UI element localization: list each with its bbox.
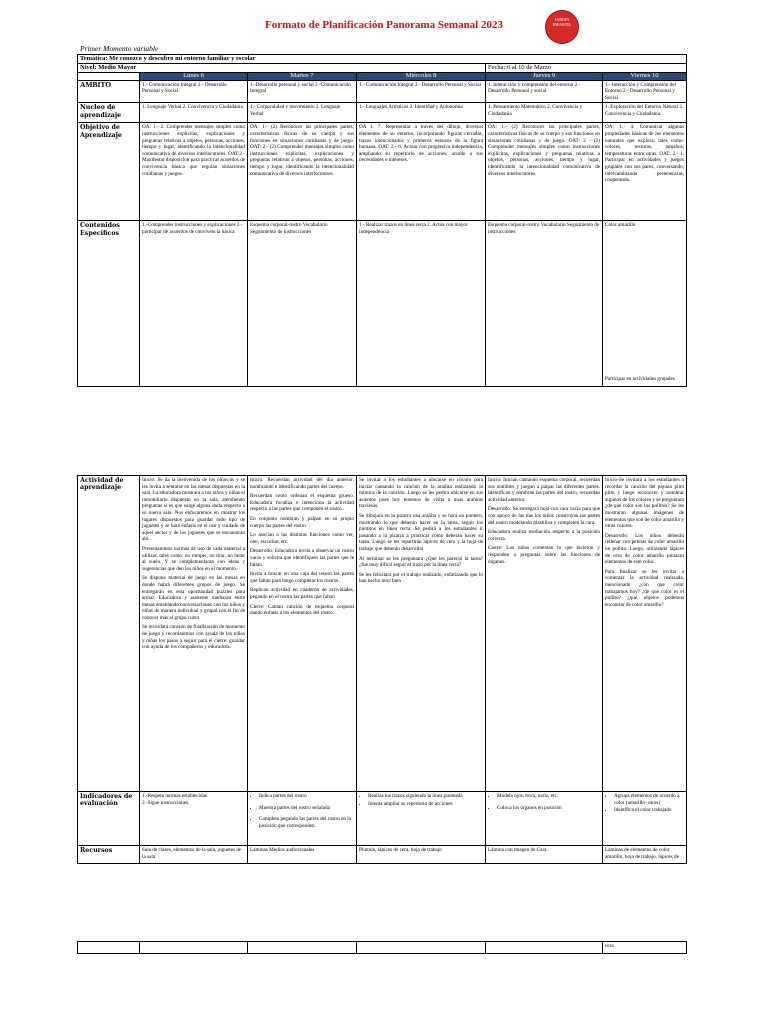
logo-text: JARDIN INFANTIL [552,17,572,27]
indicadores-row [78,792,687,846]
indicador-list [359,793,483,807]
actividad-paragraph: Inicio: Se da la bienvenida de los niños/as y se les invita a sentarse en las mesas dispuestas en la sala. La educadora mostrara a los niños y niñas el inmobiliario dispuesto en la sala, atendiendo preguntas si es que surge alguna duda respecto a su nueva sala. Nos enfocaremos en mostrar los lugares dispuestos para guardar todo tipo de juguetes y se hará énfasis en el uso y cuidado de aquel sector y de los juguetes que se encuentran ahí. [142,477,245,543]
actividad-cell-wednesday [357,476,486,792]
indicador-item: 2.-Sigue instrucciones. [142,799,190,806]
row-label-objetivo: Objetivo de Aprendizaje [78,123,140,221]
recursos-continuation-row [78,942,687,954]
actividad-paragraph: En conjunto nombran y palpan en su propio cuerpo las partes del rostro. [250,515,354,529]
actividad-paragraph: Se dispone material de juego en las mesas en donde habrá diferentes grupos de juego. Se entregarán en esta oportunidad puzzles para armar. Educadora y asistente mediaran entre mesas entablando conversaciones con los niños y niñas de manera individual y grupal con el fin de conocer más al grupo curso [142,575,245,621]
empty-cell [486,942,603,954]
indicador-list [605,793,684,814]
contenidos-row [78,221,687,387]
actividad-paragraph: Invita a buscar en una caja del tesoro las partes que faltan para luego completar los rostros. [250,571,354,584]
actividad-cell-tuesday [248,476,357,792]
contenidos-cell: 1.- Realizar trazos en línea recta 2. Actúa con mayor independencia [357,221,486,387]
recursos-cell: Lámina con imagen de Cara. [486,846,603,864]
planning-table-bottom [77,475,687,864]
recursos-extra-cell: cera [603,942,687,954]
indicadores-cell [140,792,248,846]
row-label-recursos: Recursos [78,846,140,864]
actividad-paragraph: Desarrollo: Educadora invita a observar un rostro vacío y solicita que identifiquen las partes que le faltan. [250,548,354,568]
objetivo-cell: OA: 1.- 4. Comunicar algunas propiedades básicas de los elementos naturales que explora, tales como: colores, texturas, tamaños, temperaturas entre otras. OAT: 2.- 1. Participar en actividades y juegos grupales con sus pares, conversando, intercambiando pertenencias, cooperando. [603,123,687,221]
planning-table-top [77,54,687,387]
day-tuesday: Martes 7 [248,73,357,81]
ambito-cell: 1.- Comunicación Integral 2.- Desarrollo Personal y Social [140,80,248,103]
actividad-paragraph: Presentaremos normas de uso de cada material a utilizar, tales como, no romper, no tirar, no botar al suelo. Y se complementaran con ideas y sugerencias que den los niños en el momento. [142,545,245,572]
actividad-paragraph: Cierre: Cantan canción de esquema corporal dando énfasis a los elementos del rostro. [250,603,354,617]
actividad-cell-friday [603,476,687,792]
nucleo-cell: 1. Lenguaje Verbal 2. Convivencia y Ciudadanía [140,103,248,123]
ambito-cell: 1.- Comunicación Integral 2.- Desarrollo Personal y Social [357,80,486,103]
nucleo-row [78,103,687,123]
actividad-paragraph: Se dibujará en la pizarra una arañita y se hará un puntero, mostrando lo que deberán hacer en la tarea, seguir los puntitos en línea recta. Se pedirá a los estudiantes ir pasando a la pizarra a practicar como deberán hacer su tarea. Luego se les repartirán lápices de cera y la hoja de trabajo que deberán desarrollar [359,512,483,552]
objetivo-cell: OA: 1.- 2. Comprender mensajes simples como instrucciones explícitas, explicaciones y preguntas relativas a objetos, personas, acciones, tiempo y lugar, identificando la intencionalidad comunicativa de diversos interlocutores. OAT:2.- Manifestar disposición para practicar acuerdos de convivencia básica que regulan situaciones cotidianas y juegos. [140,123,248,221]
empty-cell [78,942,140,954]
indicador-list [488,793,600,811]
school-logo [545,10,579,44]
actividad-paragraph: Se invitar a los estudiantes a ubicarse en círculo para iniciar cantando la canción de la arañita realizando la mímica de la canción. Luego se les pedirá ubicarse en sus asientos pues hoy tenemos de visita a unas arañitas traviesas. [359,477,483,510]
actividad-paragraph: Educadora realiza mediación respecto a la posición correcta. [488,529,600,542]
actividad-paragraph: Inicio-Se invitará a los estudiantes a recordar la canción del payaso plim plim y luego reconocer y nombrar algunos de los colores y se preguntara ¿de qué color son los pollitos? Se les mostraran algunas imágenes de elementos que son de color amarillo y otros colores. [605,477,684,530]
empty-cell [248,942,357,954]
nucleo-cell: 1.- Lenguajes Artísticos 2. Identidad y Autonomía [357,103,486,123]
document-title: Formato de Planificación Panorama Semanal 2023 [264,19,503,31]
objetivo-cell: OA: 1.- (2) Reconocer las principales partes, características físicas de su cuerpo y sus funciones en situaciones cotidianas y de juego. OAT: 2 - (2) Comprender mensajes simples como instrucciones explícitas, explicaciones y preguntas relativas a objetos, personas, acciones, tiempo y lugar, identificando la intencionalidad comunicativa de diversos interlocutores. [486,123,603,221]
recursos-cell: Sala de clases, elementos de la sala, juguetes de la sala [140,846,248,864]
indicador-item: 1.-Respeta normas establecidas [142,793,207,799]
ambito-cell: 1. Interacción y comprensión del entorno 2.- Desarrollo Personal y social [486,80,603,103]
actividad-paragraph: Desarrollo: Los niños deberán rellenar con pelotas de color amarillo un pollito. Luego, utilizando lápices de cera de color amarillo pintaran elementos de este color. [605,532,684,566]
tematica: Temática: Me conozco y descubro mi entorno familiar y escolar [78,55,687,64]
indicador-item: • Realiza los trazos siguiendo la línea punteada [368,793,483,800]
recursos-cell: Láminas de elementos de color amarillo, hoja de trabajo, lápices de [603,846,687,864]
indicadores-cell [603,792,687,846]
nivel: Nivel: Medio Mayor [78,64,486,73]
row-label-indicadores: Indicadores de evaluación [78,792,140,846]
actividad-cell-thursday [486,476,603,792]
indicador-item: • Muestra partes del rostro señalada [259,805,354,812]
recursos-cell: Plumón, lápices de cera, hoja de trabajo [357,846,486,864]
indicador-item: • Modela ojos, boca, nariz, etc. [497,793,600,800]
contenidos-text: Color amarillo [605,222,636,229]
actividad-paragraph: Se recordará canción de finalización de momento de juego y recordaremos con ayuda de los niños y niñas los pasos a seguir para el cierre: guardar con ayuda de los compañeros y educadora. [142,624,245,651]
indicador-item: • Agrupa elementos de acuerdo a color (amarillo- otros) [614,793,684,806]
empty-cell [140,942,248,954]
indicador-item: • Intenta ampliar su repertorio de acciones [368,801,483,808]
contenidos-cell [603,221,687,387]
actividad-paragraph: Al terminar se les preguntara ¿Qué les pareció la tarea? ¿fue muy difícil seguir el trazo por la línea recta? [359,555,483,569]
contenidos-cell: 1.-Comprender instrucciones y explicaciones 2.-participar de acuerdos de convivencia básica [140,221,248,387]
ambito-cell: 1.- Interacción y Comprensión del Entorno 2.- Desarrollo Personal y Social [603,80,687,103]
indicador-item: • Completa pegando las partes del rostro en la posición que corresponden. [259,816,354,829]
actividad-paragraph: Cierre: Los niños comentan lo que hicieron y responden a preguntas sobre las funciones de órganos. [488,545,600,565]
indicador-list [250,793,354,829]
nucleo-cell: 1. Pensamiento Matemático 2. Convivencia y Ciudadanía [486,103,603,123]
nucleo-cell: 1.- Corporalidad y movimiento 2. Lenguaje Verbal [248,103,357,123]
day-header-row [78,73,687,81]
indicador-item: • Indica partes del rostro [259,793,354,800]
corner-cell [78,73,140,81]
indicador-item: • Coloca los órganos en posición [497,805,600,812]
planning-table-continuation [77,941,687,954]
actividad-paragraph: Inicio: Inician cantando esquema corporal, recuerdan sus nombres y juegan a palpar las diferentes partes. Identifican y nombran las partes del rostro, recuerdan actividad anterior. [488,477,600,503]
indicadores-cell [486,792,603,846]
ambito-cell: 1.-Desarrollo personal y social 2.-Comunicación Integral [248,80,357,103]
actividad-paragraph: Replican actividad en cuaderno de actividades, pegando en el rostro las partes que faltan [250,587,354,600]
indicador-item: • Identifica el color trabajado [614,807,684,814]
row-label-nucleo: Nucleo de aprendizaje [78,103,140,123]
indicadores-cell [248,792,357,846]
day-thursday: Jueves 9 [486,73,603,81]
actividad-paragraph: Desarrollo: Se entregará hoja con cara vacía para que con apoyo de las tías los niños construyan las partes del rostro modelando plastilina y completen la cara. [488,506,600,526]
row-label-contenidos: Contenidos Específicos [78,221,140,387]
contenidos-extra: Participar en actividades grupales [605,375,675,382]
fecha: Fecha: 6 al 10 de Marzo [486,64,687,73]
actividad-row [78,476,687,792]
actividad-paragraph: Recuerdan como ordenan el esquema grueso. Educadora focaliza e intenciona la actividad respecto a las partes que componen el rostro . [250,493,354,513]
day-friday: Viernes 10 [603,73,687,81]
objetivo-cell: OA 1. 7. Representar a través del dibujo, diversos elementos de su entorno, incorporando figuras cerradas, trazos intencionados y primeros esbozos de la figura humana. OAT. 2.- 6. Actuar con progresiva independencia, ampliando su repertorio de acciones, acorde a sus necesidades e intereses. [357,123,486,221]
row-label-actividad: Actividad de aprendizaje [78,476,140,792]
recursos-row [78,846,687,864]
objetivo-row [78,123,687,221]
contenidos-cell: Esquema corporal-rostro Vocabulario Seguimiento de instrucciones [486,221,603,387]
day-wednesday: Miércoles 8 [357,73,486,81]
objetivo-cell: OA: 1.- (2) Reconocer las principales partes, características físicas de su cuerpo y sus funciones en situaciones cotidianas y de juego. OAT: 2.- (2) Comprender mensajes simples como instrucciones explícitas, explicaciones y preguntas relativas a objetos, personas, acciones, tiempo y lugar, identificando la intencionalidad comunicativa de diversos interlocutores. [248,123,357,221]
row-label-ambito: AMBITO [78,80,140,103]
empty-cell [357,942,486,954]
actividad-paragraph: Lo asocian a las distintas funciones como ver, oler, escuchar, etc. [250,532,354,545]
day-monday: Lunes 6 [140,73,248,81]
actividad-paragraph: Inicio: Recuerdan actividad del día anterior, nombrando e identificando partes del cuerpo. [250,477,354,490]
subtitle: Primer Momento variable [80,44,159,53]
recursos-cell: Láminas Medios audiovisuales [248,846,357,864]
ambito-row [78,80,687,103]
actividad-paragraph: Para finalizar se les invitar a comentar la actividad realizada, mencionado ¿con que color trabajamos hoy? ¿de qué color es el pollito? ¿qué objetos podemos encontrar de color amarillo? [605,568,684,608]
actividad-paragraph: Se les felicitara por el trabajo realizado, enfatizando que lo han hecho muy bien [359,571,483,585]
actividad-cell-monday [140,476,248,792]
contenidos-cell: Esquema corporal-rostro Vocabulario Seguimiento de instrucciones [248,221,357,387]
indicadores-cell [357,792,486,846]
nucleo-cell: 1. Exploración del Entorno Natural 2. Convivencia y Ciudadanía [603,103,687,123]
